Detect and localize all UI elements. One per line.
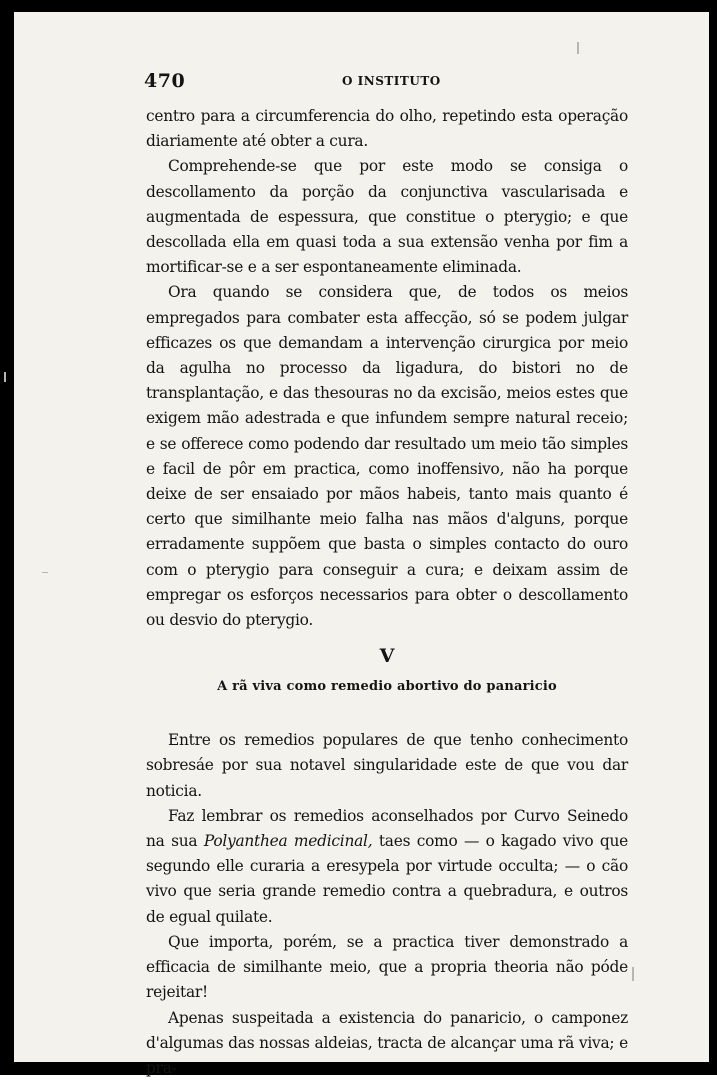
paragraph-remedios-populares: Entre os remedios populares de que tenho conhecimento sobresáe por sua notavel singularidade este de que vou dar noticia.: [146, 728, 628, 804]
paragraph-meios-empregados: Ora quando se considera que, de todos os meios empregados para combater esta affecção, só se podem julgar efficazes os que demandam a intervenção cirurgica por meio da agulha no processo da ligadura, do bistori no de transplantação, e das thesouras no da excisão, meios estes que exigem mão adestrada e que infundem sempre natural receio; e se offerece como podendo dar resultado um meio tão simples e facil de pôr em practica, como inoffensivo, não ha porque deixe de ser ensaiado por mãos habeis, tanto mais quanto é certo que similhante meio falha nas mãos d'alguns, porque erradamente suppõem que basta o simples contacto do ouro com o pterygio para conseguir a cura; e deixam assim de empregar os esforços necessarios para obter o descollamento ou desvio do pterygio.: [146, 280, 628, 633]
margin-mark: [632, 967, 634, 981]
paragraph-efficacia: Que importa, porém, se a practica tiver demonstrado a efficacia de similhante meio, que a propria theoria não póde rejeitar!: [146, 930, 628, 1006]
paragraph-descollamento: Comprehende-se que por este modo se consiga o descollamento da porção da conjunctiva vascularisada e augmentada de espessura, que constitue o pterygio; e que descollada ella em quasi toda a sua extensão venha por fim a mortificar-se e a ser espontaneamente eliminada.: [146, 154, 628, 280]
page-number: 470: [144, 70, 185, 92]
journal-title: O INSTITUTO: [342, 74, 441, 88]
section-title: A rã viva como remedio abortivo do panaricio: [146, 679, 628, 694]
text-run: taes como — o kagado vivo que segundo elle curaria a eresypela por virtude occulta; — o cão vivo que seria grande remedio contra a quebradura, e outros de egual quilate.: [146, 832, 628, 926]
margin-mark: [42, 572, 48, 573]
text-run: Faz lembrar os remedios aconselhados por Curvo Seinedo na sua: [146, 807, 628, 850]
margin-mark: [4, 372, 6, 382]
running-head: [146, 70, 628, 96]
book-title: Polyanthea medicinal,: [204, 832, 373, 850]
paragraph-curvo-seinedo: [146, 804, 628, 930]
section-number: V: [146, 645, 628, 675]
paragraph-panaricio: Apenas suspeitada a existencia do panaricio, o camponez d'algumas das nossas aldeias, tracta de alcançar uma rã viva; e pra-: [146, 1006, 628, 1081]
page-text: [146, 70, 628, 1081]
margin-mark: [577, 42, 579, 54]
paragraph-continuation: centro para a circumferencia do olho, repetindo esta operação diariamente até obter a cura.: [146, 104, 628, 154]
